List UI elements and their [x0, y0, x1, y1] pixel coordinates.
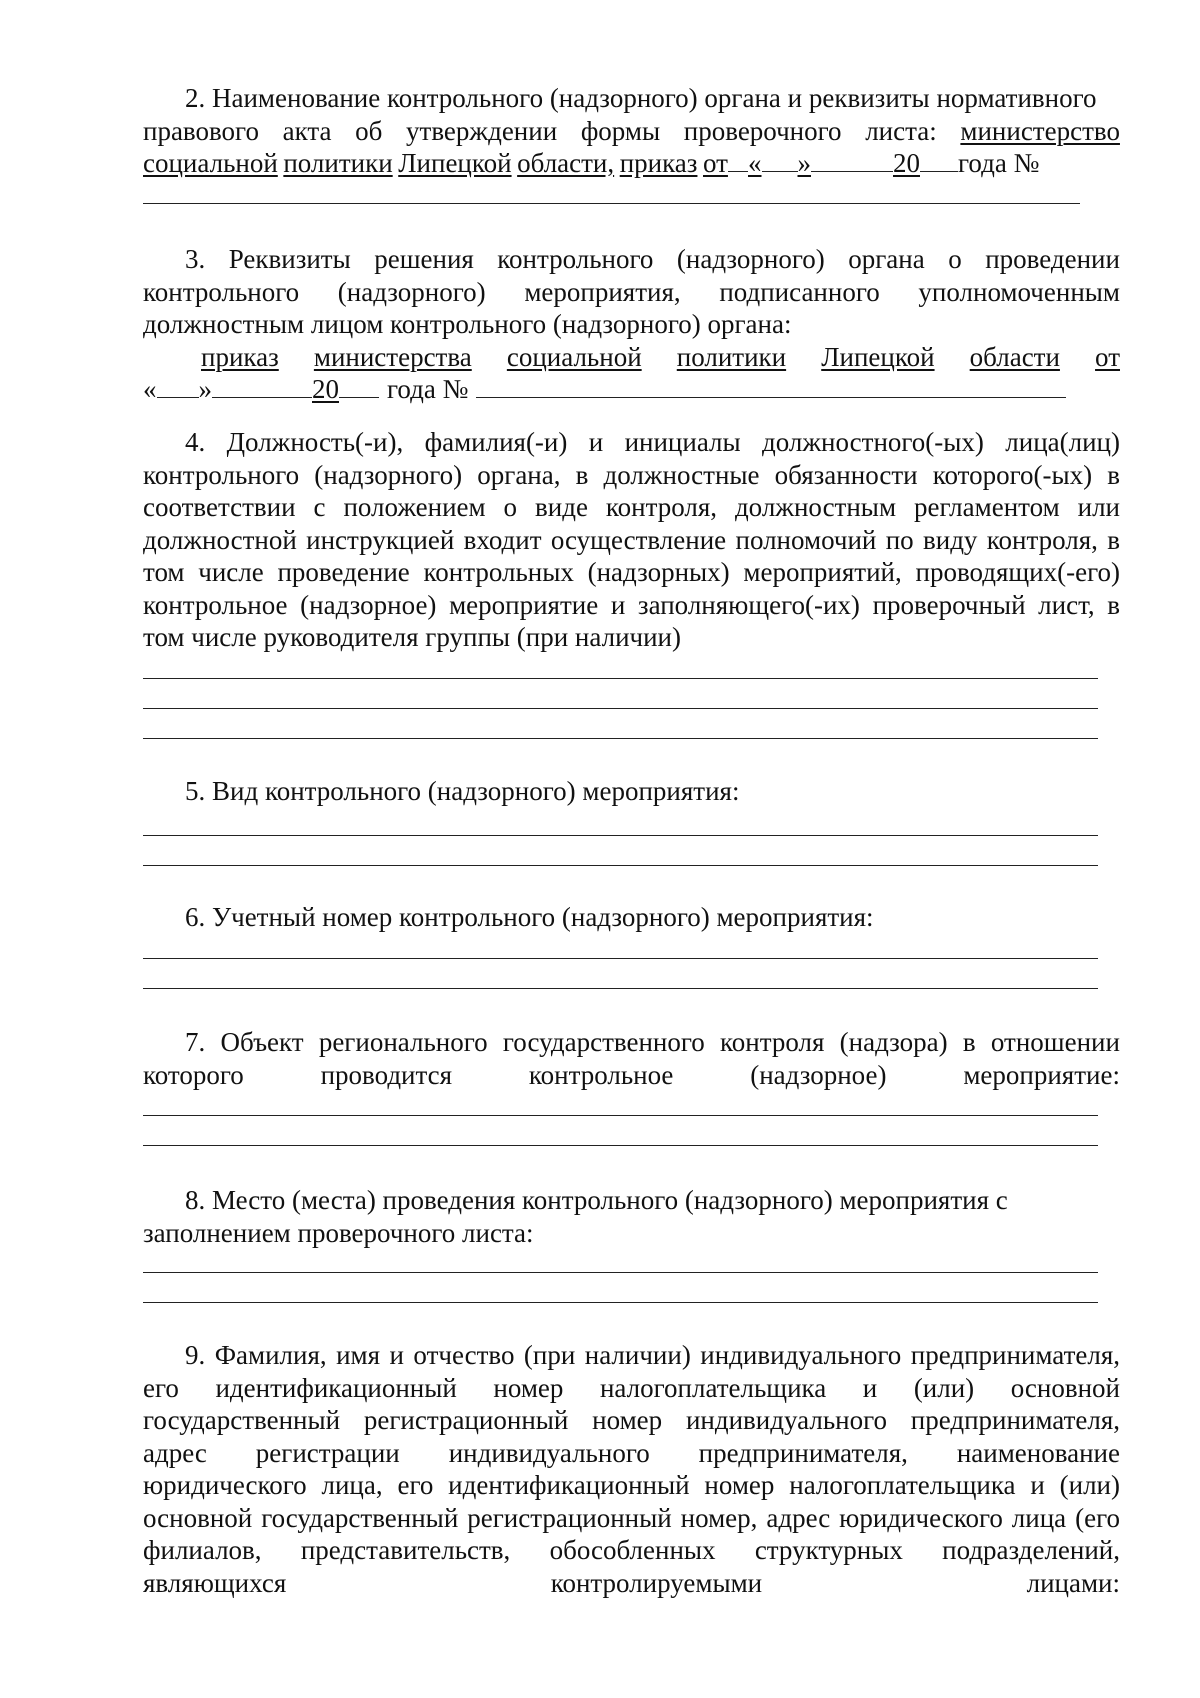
fill-line[interactable] — [143, 708, 1098, 709]
section-2 — [143, 82, 1120, 180]
year-blank[interactable] — [920, 151, 958, 172]
section-2-line-1: 2. Наименование контрольного (надзорного) органа и реквизиты нормативного — [185, 83, 1097, 113]
fill-line[interactable] — [143, 865, 1098, 866]
year-blank[interactable] — [339, 377, 379, 398]
fill-line[interactable] — [143, 988, 1098, 989]
section-3-date-line: « » 20 года № — [143, 373, 1120, 406]
section-2-line-3: социальной политики Липецкой области, приказ от « » 20 года № — [143, 148, 1040, 178]
fill-line[interactable] — [143, 835, 1098, 836]
section-7-line-2: которого проводится контрольное (надзорное) мероприятие: — [143, 1059, 1120, 1090]
fill-line[interactable] — [143, 738, 1098, 739]
section-7-line-1: 7. Объект регионального государственного контроля (надзора) в отношении — [185, 1027, 1120, 1057]
day-blank[interactable] — [157, 377, 199, 398]
section-3-order-line: приказ министерства социальной политики Липецкой области от — [201, 341, 1120, 372]
section-8-line-2: заполнением проверочного листа: — [143, 1217, 534, 1248]
section-3-line-1: 3. Реквизиты решения контрольного (надзорного) органа о проведении — [185, 244, 1120, 274]
fill-line[interactable] — [143, 958, 1098, 959]
month-blank[interactable] — [212, 377, 312, 398]
order-number-line[interactable] — [143, 203, 1080, 204]
section-8-line-1: 8. Место (места) проведения контрольного (надзорного) мероприятия с — [185, 1185, 1008, 1215]
section-3-line-2: контрольного (надзорного) мероприятия, подписанного уполномоченным — [143, 276, 1120, 307]
section-8 — [143, 1184, 1120, 1249]
section-3 — [143, 243, 1120, 406]
section-5: 5. Вид контрольного (надзорного) мероприятия: — [185, 776, 740, 806]
fill-line[interactable] — [143, 678, 1098, 679]
fill-line[interactable] — [143, 1302, 1098, 1303]
ministry-name-underlined: министерство — [960, 115, 1120, 146]
section-7 — [143, 1026, 1120, 1091]
fill-line[interactable] — [143, 1272, 1098, 1273]
fill-line[interactable] — [143, 1145, 1098, 1146]
section-9 — [143, 1339, 1120, 1599]
month-blank[interactable] — [811, 151, 893, 172]
day-blank[interactable] — [762, 151, 798, 172]
section-6: 6. Учетный номер контрольного (надзорного) мероприятия: — [185, 902, 874, 932]
fill-line[interactable] — [143, 1115, 1098, 1116]
section-2-line-2: правового акта об утверждении формы проверочного листа: министерство — [143, 115, 1120, 146]
section-9-body: 9. Фамилия, имя и отчество (при наличии) индивидуального предпринимателя, его идентификационный номер налогоплательщика и (или) основной государственный регистрационный номер индивидуального предпринимателя, адрес регистрации индивидуального предпринимателя, наименование юридического лица, его идентификационный номер налогоплательщика и (или) основной государственный регистрационный номер, адрес юридического лица (его филиалов, представительств, обособленных структурных подразделений, — [143, 1340, 1120, 1565]
order-number-blank[interactable] — [476, 377, 1066, 398]
blank[interactable] — [728, 151, 748, 172]
section-9-last-line: являющихся контролируемыми лицами: — [143, 1567, 1120, 1598]
section-3-line-3: должностным лицом контрольного (надзорного) органа: — [143, 309, 792, 339]
section-4: 4. Должность(-и), фамилия(-и) и инициалы должностного(-ых) лица(лиц) контрольного (надзорного) органа, в должностные обязанности которого(-ых) в соответствии с положением о виде контроля, должностным регламентом или должностной инструкцией входит осуществление полномочий по виду контроля, в том числе проведение контрольных (надзорных) мероприятий, проводящих(-его) контрольное (надзорное) мероприятие и заполняющего(-их) проверочный лист, в том числе руководителя группы (при наличии) — [143, 427, 1120, 652]
